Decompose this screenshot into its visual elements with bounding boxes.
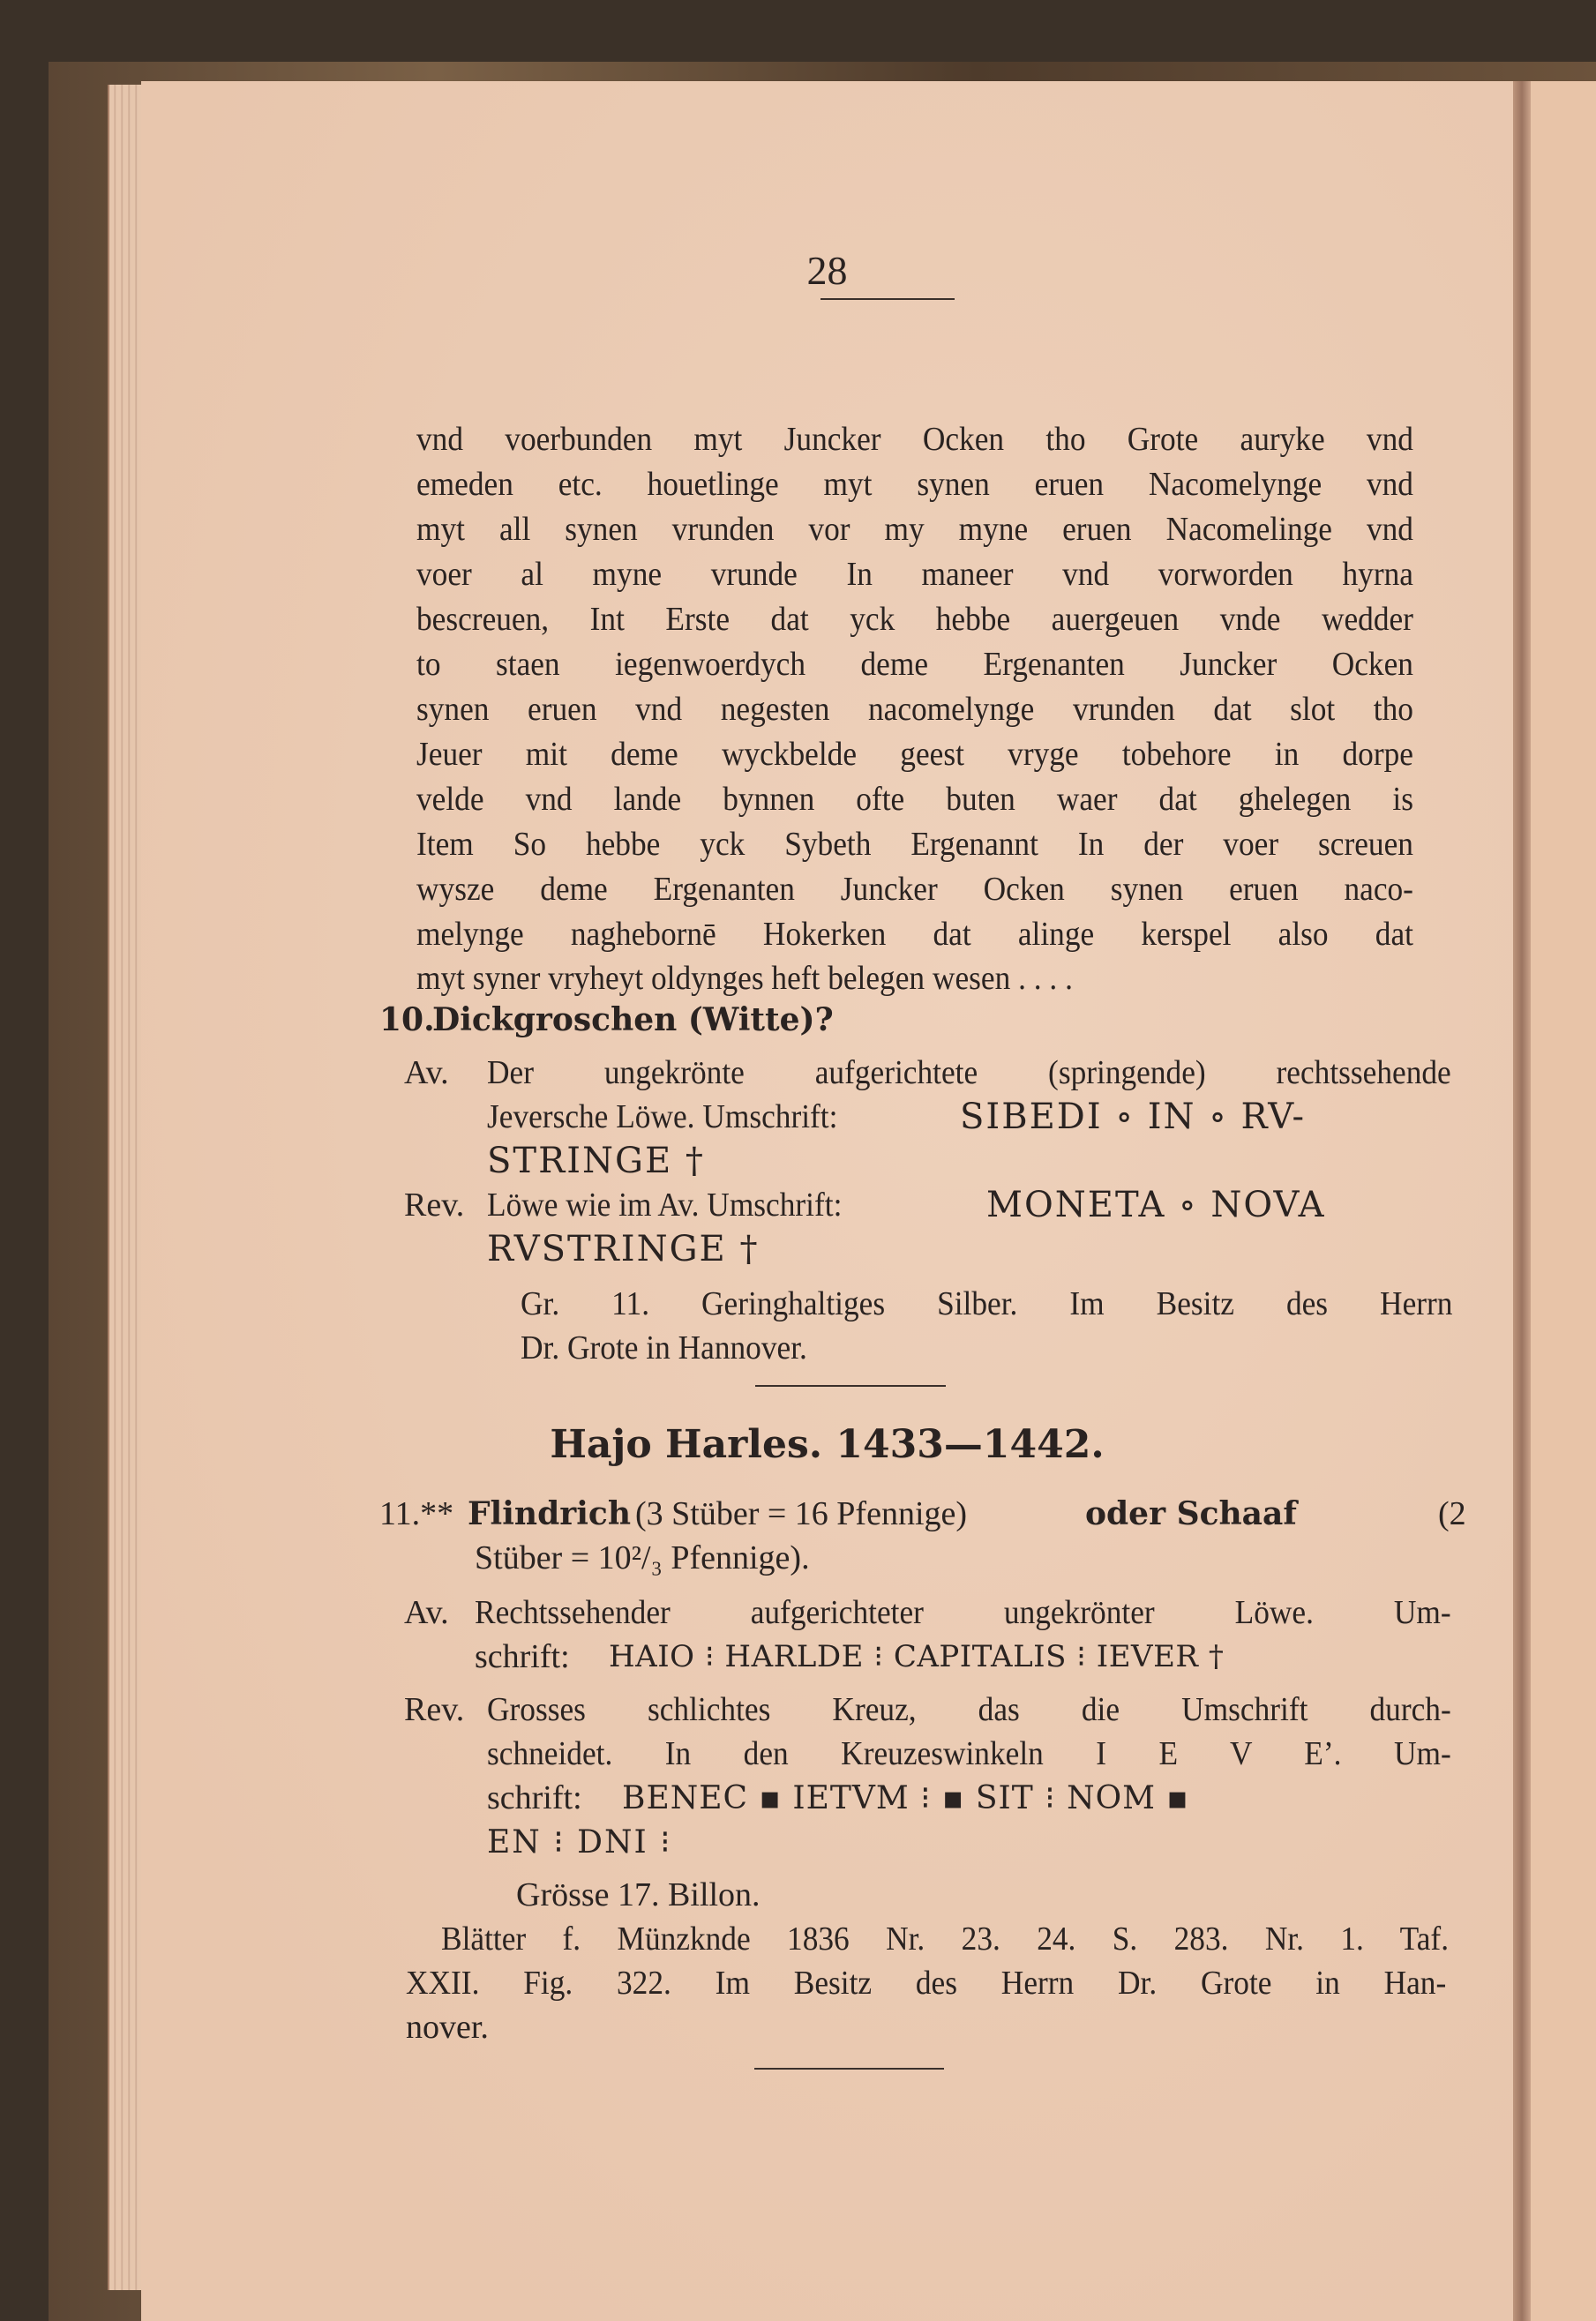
obverse-label: Av. bbox=[404, 1594, 449, 1631]
charter-line: wysze deme Ergenanten Juncker Ocken synen eruen naco- bbox=[416, 871, 1413, 908]
entry-note: Gr. 11. Geringhaltiges Silber. Im Besitz des Herrn bbox=[521, 1285, 1453, 1322]
reverse-legend: RVSTRINGE † bbox=[487, 1229, 760, 1269]
charter-line: myt syner vryheyt oldynges heft belegen wesen . . . . bbox=[416, 960, 1073, 997]
obverse-legend: SIBEDI ∘ IN ∘ RV- bbox=[960, 1097, 1306, 1137]
section-heading: Hajo Harles. 1433—1442. bbox=[550, 1422, 1105, 1467]
reference-line: nover. bbox=[406, 2009, 489, 2046]
charter-line: to staen iegenwoerdych deme Ergenanten Juncker Ocken bbox=[416, 646, 1413, 683]
reverse-description: schrift: bbox=[487, 1779, 582, 1816]
charter-line: melynge naghebornē Hokerken dat alinge kerspel also dat bbox=[416, 916, 1413, 953]
entry-title: Dickgroschen (Witte)? bbox=[432, 1001, 834, 1038]
charter-line: emeden etc. houetlinge myt synen eruen Nacomelynge vnd bbox=[416, 466, 1413, 503]
charter-line: Item So hebbe yck Sybeth Ergenannt In der voer screuen bbox=[416, 826, 1413, 863]
page-number: 28 bbox=[806, 248, 848, 293]
reverse-description: Löwe wie im Av. Umschrift: bbox=[487, 1187, 843, 1224]
reverse-legend: MONETA ∘ NOVA bbox=[986, 1185, 1326, 1225]
reference-line: XXII. Fig. 322. Im Besitz des Herrn Dr. Grote in Han- bbox=[406, 1965, 1447, 2002]
charter-line: myt all synen vrunden vor my myne eruen Nacomelinge vnd bbox=[416, 511, 1413, 548]
reverse-description: Grosses schlichtes Kreuz, das die Umschrift durch- bbox=[487, 1691, 1451, 1728]
section-rule bbox=[755, 1385, 946, 1387]
reverse-legend: BENEC ▪ IETVM ⁝ ▪ SIT ⁝ NOM ▪ bbox=[622, 1780, 1189, 1816]
charter-line: voer al myne vrunde In maneer vnd vorworden hyrna bbox=[416, 556, 1413, 593]
facing-page bbox=[1531, 81, 1596, 2321]
obverse-label: Av. bbox=[404, 1054, 449, 1091]
charter-line: vnd voerbunden myt Juncker Ocken tho Grote auryke vnd bbox=[416, 421, 1413, 458]
obverse-description: Rechtssehender aufgerichteter ungekrönter Löwe. Um- bbox=[475, 1594, 1451, 1631]
size-note: Grösse 17. Billon. bbox=[516, 1876, 761, 1913]
entry-number: 11.** bbox=[379, 1495, 454, 1532]
page-edges bbox=[108, 85, 145, 2290]
entry-number: 10. bbox=[379, 1001, 435, 1038]
entry-subtitle: Stüber = 10²/₃ Pfennige). bbox=[475, 1539, 810, 1576]
reference-line: Blätter f. Münzknde 1836 Nr. 23. 24. S. 283. Nr. 1. Taf. bbox=[441, 1920, 1450, 1958]
entry-note: Dr. Grote in Hannover. bbox=[521, 1329, 807, 1366]
charter-line: bescreuen, Int Erste dat yck hebbe auergeuen vnde wedder bbox=[416, 601, 1413, 638]
entry-title: Flindrich bbox=[468, 1495, 631, 1532]
entry-subtitle: oder Schaaf bbox=[1085, 1495, 1297, 1532]
reverse-legend: EN ⁝ DNI ⁝ bbox=[487, 1824, 672, 1861]
obverse-description: Jeversche Löwe. Umschrift: bbox=[487, 1098, 838, 1135]
reverse-label: Rev. bbox=[404, 1187, 465, 1224]
book-page bbox=[141, 81, 1513, 2321]
reverse-description: schneidet. In den Kreuzeswinkeln I E V E’. Um- bbox=[487, 1735, 1451, 1772]
entry-subtitle: (3 Stüber = 16 Pfennige) bbox=[635, 1495, 968, 1532]
obverse-legend: HAIO ⁝ HARLDE ⁝ CAPITALIS ⁝ IEVER † bbox=[609, 1639, 1225, 1674]
end-rule bbox=[754, 2068, 944, 2070]
obverse-description: schrift: bbox=[475, 1638, 570, 1675]
charter-line: Jeuer mit deme wyckbelde geest vryge tobehore in dorpe bbox=[416, 736, 1413, 773]
charter-line: velde vnd lande bynnen ofte buten waer dat ghelegen is bbox=[416, 781, 1413, 818]
charter-line: synen eruen vnd negesten nacomelynge vrunden dat slot tho bbox=[416, 691, 1413, 728]
reverse-label: Rev. bbox=[404, 1691, 465, 1728]
obverse-legend: STRINGE † bbox=[487, 1141, 705, 1181]
page-number-rule bbox=[820, 298, 955, 300]
obverse-description: Der ungekrönte aufgerichtete (springende) rechtssehende bbox=[487, 1054, 1451, 1091]
entry-subtitle: (2 bbox=[1438, 1495, 1466, 1532]
